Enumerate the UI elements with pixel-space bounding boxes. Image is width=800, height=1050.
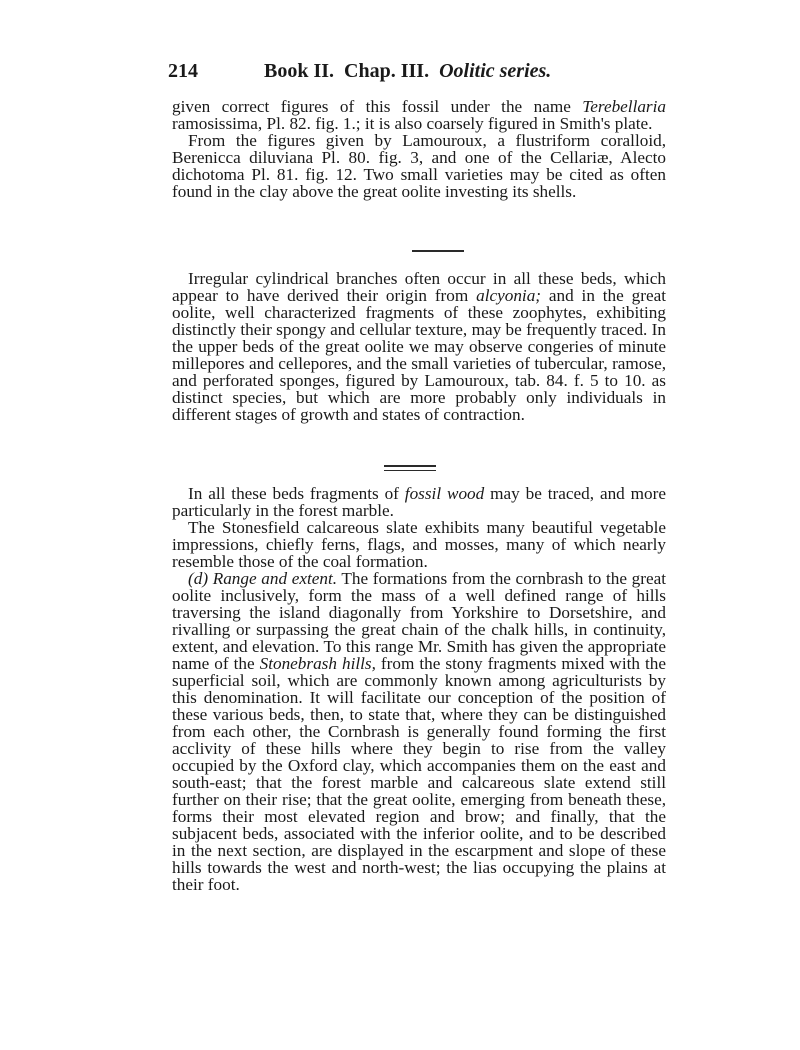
paragraph-2: From the figures given by Lamouroux, a flustriform coralloid, Berenicca diluviana Pl. 80. fig. 3, and one of the Cellariæ, Alecto dichotoma Pl. 81. fig. 12. Two small varieties may be cited as often found in the clay above the great oolite investing its shells. bbox=[172, 131, 666, 201]
chapter-label: Chap. III. bbox=[344, 60, 430, 82]
section-divider-2 bbox=[384, 465, 436, 467]
book-label: Book II. bbox=[264, 60, 335, 82]
block-3 bbox=[172, 485, 666, 893]
paragraph-4-text-end: may be traced, and more particularly in the forest marble. bbox=[172, 484, 666, 520]
paragraph-1 bbox=[172, 98, 666, 132]
species-name: Terebellaria bbox=[582, 97, 666, 116]
section-heading: Range and extent. bbox=[212, 569, 338, 588]
paragraph-6-text: The formations from the cornbrash to the great oolite inclusively, form the mass of a well defined range of hills traversing the island diagonally from Yorkshire to Dorsetshire, and rivalling or surpassing the great chain of the chalk hills, in continuity, extent, and elevation. To this range Mr. Smith has given the appropriate name of the bbox=[172, 569, 666, 673]
paragraph-3-text-end: and in the great oolite, well characterized fragments of these zoophytes, exhibiting distinctly their spongy and cellular texture, may be frequently traced. In the upper beds of the great oolite we may observe congeries of minute millepores and cellepores, and the small varieties of tubercular, ramose, and perforated sponges, figured by Lamouroux, tab. 84. f. 5 to 10. as distinct species, but which are more probably only individuals in different stages of growth and states of contraction. bbox=[172, 286, 666, 424]
paragraph-3 bbox=[172, 270, 666, 423]
paragraph-3-text: Irregular cylindrical branches often occur in all these beds, which appear to have derived their origin from bbox=[172, 269, 666, 305]
fossil-wood-term: fossil wood bbox=[404, 484, 485, 503]
running-title bbox=[264, 60, 551, 83]
section-label: Oolitic series. bbox=[439, 60, 552, 82]
running-header bbox=[168, 60, 668, 86]
paragraph-4-text: In all these beds fragments of bbox=[188, 484, 405, 503]
section-divider-1 bbox=[412, 250, 464, 252]
paragraph-6-text-end: from the stony fragments mixed with the superficial soil, which are commonly known among agriculturists by this denomination. It will facilitate our conception of the position of these various beds, then, to state that, where they can be distinguished from each other, the Cornbrash is generally found forming the first acclivity of these hills where they begin to rise from the valley occupied by the Oxford clay, which accompanies them on the east and south-east; that the forest marble and calcareous slate extend still further on their rise; that the great oolite, emerging from beneath these, forms their most elevated region and brow; and finally, that the subjacent beds, associated with the inferior oolite, and to be described in the next section, are displayed in the escarpment and slope of these hills towards the west and north-west; the lias occupying the plains at their foot. bbox=[172, 654, 666, 894]
section-letter: (d) bbox=[188, 569, 209, 588]
alcyonia-term: alcyonia; bbox=[476, 286, 542, 305]
paragraph-6 bbox=[172, 570, 666, 893]
stonebrash-term: Stonebrash hills, bbox=[259, 654, 376, 673]
paragraph-1-text: given correct figures of this fossil under the name bbox=[172, 97, 583, 116]
paragraph-4 bbox=[172, 485, 666, 519]
page-number: 214 bbox=[168, 60, 198, 82]
paragraph-1-text-end: ramosissima, Pl. 82. fig. 1.; it is also coarsely figured in Smith's plate. bbox=[172, 114, 653, 133]
paragraph-5: The Stonesfield calcareous slate exhibits many beautiful vegetable impressions, chiefly ferns, flags, and mosses, many of which nearly resemble those of the coal formation. bbox=[172, 518, 666, 571]
block-1 bbox=[172, 98, 666, 200]
block-2 bbox=[172, 270, 666, 423]
section-divider-2b bbox=[384, 470, 436, 471]
